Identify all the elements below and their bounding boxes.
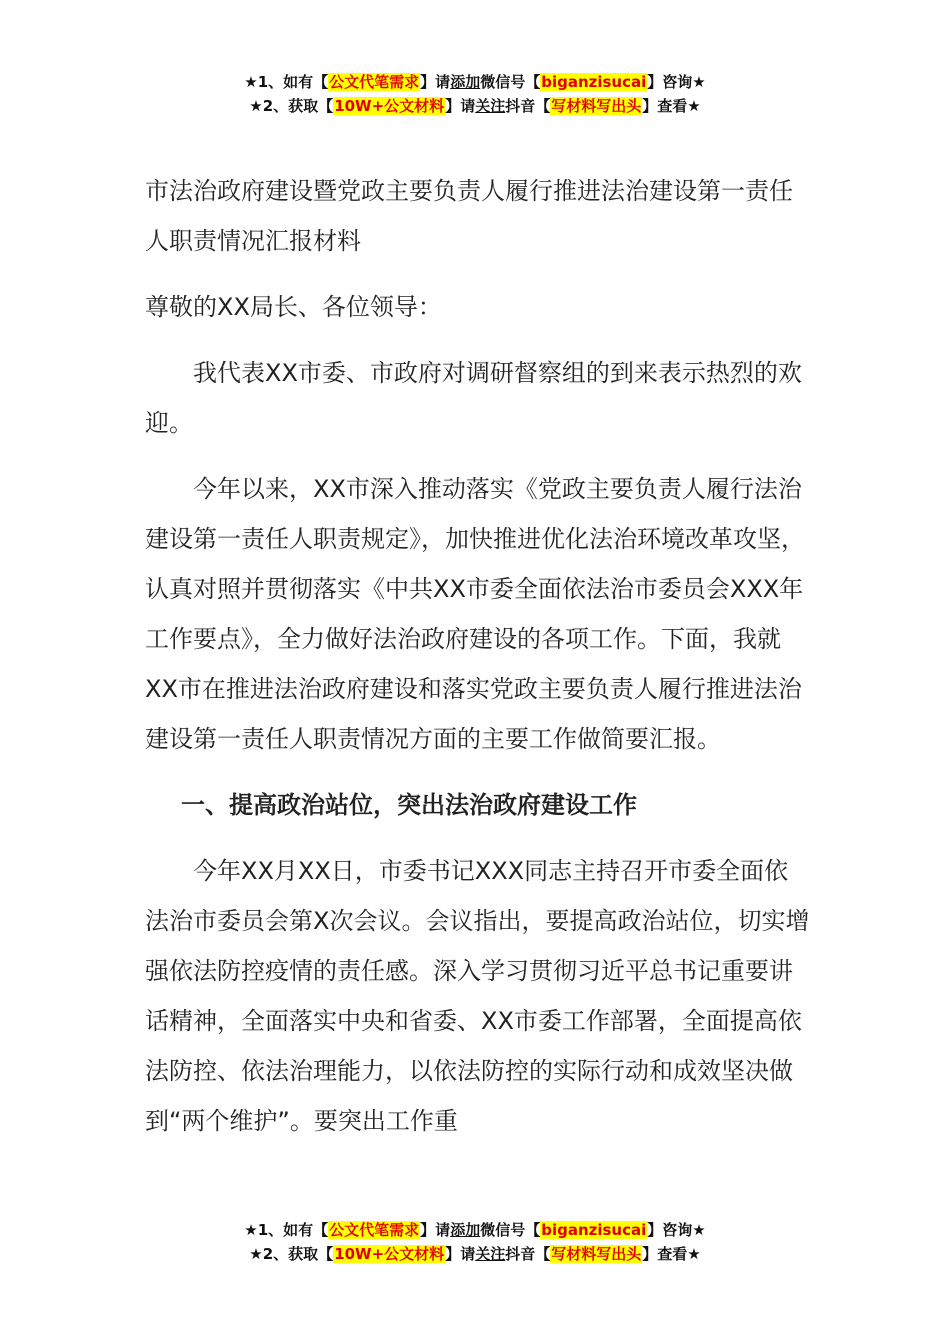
banner-text: 】请 — [420, 1221, 451, 1239]
paragraph-section-1: 今年XX月XX日，市委书记XXX同志主持召开市委全面依法治市委员会第X次会议。会议指出，要提高政治站位，切实增强依法防控疫情的责任感。深入学习贯彻习近平总书记重要讲话精神，全面落实中央和省委、XX市委工作部署，全面提高依法防控、依法治理能力，以依法防控的实际行动和成效坚决做到“两个维护”。要突出工作重 — [145, 857, 810, 1135]
banner-highlight-douyin: 写材料写出头 — [551, 1245, 642, 1263]
banner-text: ★1、如有【 — [244, 1221, 329, 1239]
banner-underlined: 关注 — [475, 97, 506, 115]
banner-text: 】咨询★ — [647, 73, 706, 91]
banner-text: ★1、如有【 — [244, 73, 329, 91]
banner-highlight: 10W+公文材料 — [334, 1245, 445, 1263]
banner-text: 微信号【 — [480, 1221, 541, 1239]
banner-text: 】请 — [445, 1245, 476, 1263]
banner-highlight-douyin: 写材料写出头 — [551, 97, 642, 115]
banner-text: 抖音【 — [505, 1245, 551, 1263]
banner-underlined: 添加 — [450, 73, 481, 91]
banner-highlight-wechat-id: biganzisucai — [541, 73, 647, 91]
banner-underlined: 添加 — [450, 1221, 481, 1239]
banner-text: 】查看★ — [642, 97, 701, 115]
paragraph-welcome: 我代表XX市委、市政府对调研督察组的到来表示热烈的欢迎。 — [145, 359, 802, 437]
banner-text: 抖音【 — [505, 97, 551, 115]
banner-highlight: 10W+公文材料 — [334, 97, 445, 115]
greeting: 尊敬的XX局长、各位领导： — [145, 293, 442, 321]
section-heading-1: 一、提高政治站位，突出法治政府建设工作 — [181, 791, 637, 819]
banner-line-1 — [0, 1218, 950, 1242]
banner-highlight-wechat-id: biganzisucai — [541, 1221, 647, 1239]
banner-line-2 — [0, 94, 950, 118]
bottom-banner — [0, 1218, 950, 1266]
banner-text: ★2、获取【 — [249, 1245, 334, 1263]
banner-highlight: 公文代笔需求 — [329, 1221, 420, 1239]
banner-text: 】请 — [420, 73, 451, 91]
paragraph-overview: 今年以来，XX市深入推动落实《党政主要负责人履行法治建设第一责任人职责规定》，加快推进优化法治环境改革攻坚，认真对照并贯彻落实《中共XX市委全面依法治市委员会XXX年工作要点》，全力做好法治政府建设的各项工作。下面，我就XX市在推进法治政府建设和落实党政主要负责人履行推进法治建设第一责任人职责情况方面的主要工作做简要汇报。 — [145, 475, 805, 753]
banner-line-1 — [0, 70, 950, 94]
banner-highlight: 公文代笔需求 — [329, 73, 420, 91]
banner-underlined: 关注 — [475, 1245, 506, 1263]
banner-line-2 — [0, 1242, 950, 1266]
banner-text: 】咨询★ — [647, 1221, 706, 1239]
banner-text: 】查看★ — [642, 1245, 701, 1263]
banner-text: 】请 — [445, 97, 476, 115]
banner-text: 微信号【 — [480, 73, 541, 91]
banner-text: ★2、获取【 — [249, 97, 334, 115]
document-body — [145, 166, 810, 1162]
top-banner — [0, 70, 950, 118]
document-title: 市法治政府建设暨党政主要负责人履行推进法治建设第一责任人职责情况汇报材料 — [145, 177, 793, 255]
